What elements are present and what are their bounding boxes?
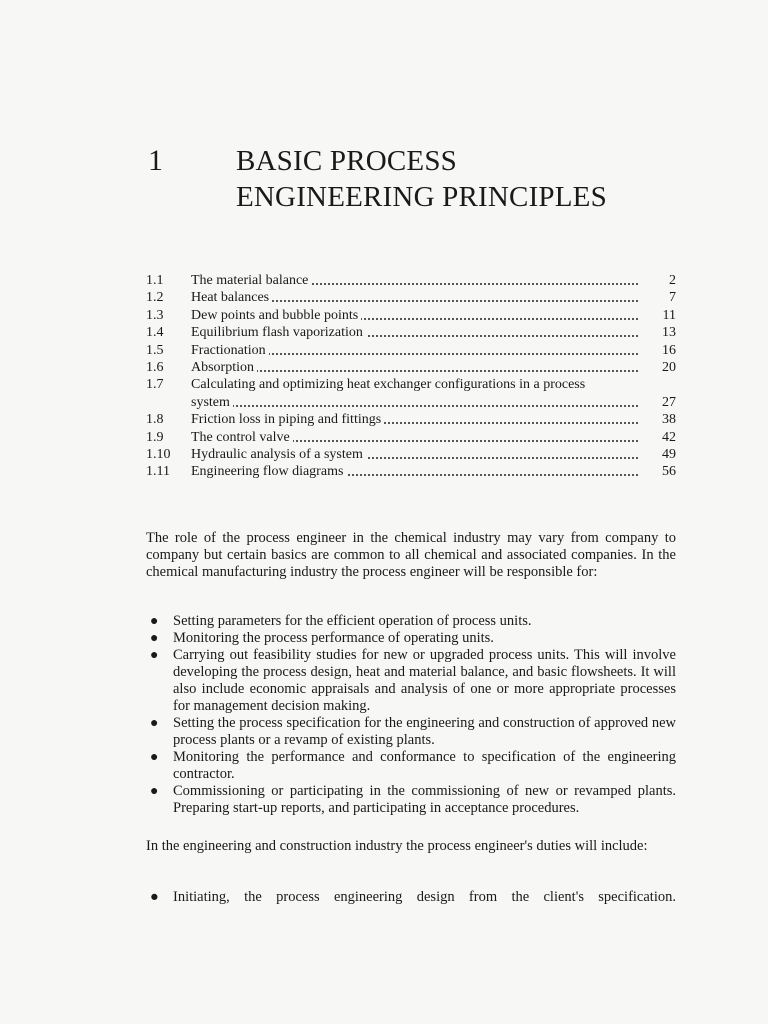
leader-dots (191, 370, 638, 372)
bullet-icon: ● (150, 648, 159, 663)
toc-entry-title: system (191, 395, 233, 410)
table-of-contents (146, 272, 678, 481)
toc-page-number: 38 (662, 412, 676, 428)
toc-section-number: 1.8 (146, 412, 164, 428)
toc-row (146, 463, 678, 480)
toc-entry (191, 429, 638, 446)
toc-entry (191, 359, 638, 376)
list-item-text: Carrying out feasibility studies for new or upgraded process units. This will involve developing the process design, heat and material balance, and basic flowsheets. It will also include economic appraisals and analysis of one or more appropriate processes for management decision making. (173, 647, 676, 714)
toc-entry (191, 463, 638, 480)
toc-row (146, 272, 678, 289)
toc-page-number: 27 (662, 394, 676, 410)
leader-dots (191, 405, 638, 407)
toc-entry (191, 272, 638, 289)
toc-entry-title: Calculating and optimizing heat exchanger configurations in a process (191, 377, 588, 392)
toc-section-number: 1.2 (146, 290, 164, 306)
toc-entry-title: Friction loss in piping and fittings (191, 412, 384, 427)
toc-section-number: 1.5 (146, 342, 164, 358)
toc-entry-title: Equilibrium flash vaporization (191, 325, 366, 340)
toc-entry (191, 446, 638, 463)
intro-paragraph: The role of the process engineer in the chemical industry may vary from company to company but certain basics are common to all chemical and associated companies. In the chemical manufacturing industry the process engineer will be responsible for: (146, 530, 676, 580)
toc-section-number: 1.6 (146, 359, 164, 375)
bullet-icon: ● (150, 716, 159, 731)
list-item (146, 630, 676, 647)
chapter-title (236, 143, 607, 215)
toc-entry-title: Fractionation (191, 343, 269, 358)
list-item (146, 783, 676, 817)
toc-page-number: 49 (662, 446, 676, 462)
toc-section-number: 1.10 (146, 446, 171, 462)
toc-row (146, 324, 678, 341)
toc-entry-title: The material balance (191, 273, 311, 288)
toc-row (146, 394, 678, 411)
toc-row (146, 376, 678, 393)
toc-page-number: 42 (662, 429, 676, 445)
toc-section-number: 1.9 (146, 429, 164, 445)
toc-section-number: 1.1 (146, 273, 164, 288)
list-item-text: Setting the process specification for the engineering and construction of approved new process plants or a revamp of existing plants. (173, 715, 676, 748)
toc-page-number: 11 (662, 307, 676, 323)
toc-row (146, 359, 678, 376)
toc-entry-title: Heat balances (191, 290, 272, 305)
engineering-paragraph: In the engineering and construction industry the process engineer's duties will include: (146, 838, 648, 854)
toc-page-number: 16 (662, 342, 676, 358)
toc-entry-title: Dew points and bubble points (191, 308, 361, 323)
list-item (146, 715, 676, 749)
chapter-title-line-2: ENGINEERING PRINCIPLES (236, 181, 607, 213)
toc-section-number: 1.7 (146, 377, 164, 393)
chapter-number: 1 (148, 144, 163, 177)
toc-entry-title: Hydraulic analysis of a system (191, 447, 366, 462)
toc-entry (191, 324, 638, 341)
list-item-text: Monitoring the process performance of operating units. (173, 630, 494, 646)
list-item-text: Monitoring the performance and conformance to specification of the engineering contractor. (173, 749, 676, 782)
toc-row (146, 429, 678, 446)
list-item-text: Commissioning or participating in the commissioning of new or revamped plants. Preparing start-up reports, and participating in acceptance procedures. (173, 783, 676, 816)
toc-row (146, 342, 678, 359)
toc-row (146, 446, 678, 463)
toc-entry (191, 307, 638, 324)
list-item (146, 613, 676, 630)
toc-page-number: 2 (669, 273, 676, 288)
toc-page-number: 56 (662, 464, 676, 480)
bullet-icon: ● (150, 614, 159, 629)
toc-entry (191, 394, 638, 411)
toc-entry-title: Absorption (191, 360, 257, 375)
responsibilities-list (146, 613, 676, 817)
toc-page-number: 7 (669, 290, 676, 306)
toc-entry-title: The control valve (191, 430, 293, 445)
toc-row (146, 411, 678, 428)
bullet-icon: ● (150, 784, 159, 799)
toc-entry (191, 411, 638, 428)
bullet-icon: ● (150, 750, 159, 765)
toc-row (146, 307, 678, 324)
list-item: Initiating, the process engineering design from the client's specification. (173, 889, 676, 905)
bullet-icon: ● (150, 631, 159, 646)
list-item-text: Setting parameters for the efficient operation of process units. (173, 613, 532, 629)
toc-entry (191, 289, 638, 306)
toc-entry-title: Engineering flow diagrams (191, 464, 346, 479)
list-item (146, 749, 676, 783)
bullet-icon: ● (150, 889, 159, 905)
toc-section-number: 1.3 (146, 307, 164, 323)
chapter-title-line-1: BASIC PROCESS (236, 145, 457, 177)
toc-entry (191, 376, 638, 393)
toc-row (146, 289, 678, 306)
toc-section-number: 1.4 (146, 325, 164, 341)
toc-section-number: 1.11 (146, 464, 170, 480)
toc-page-number: 13 (662, 325, 676, 341)
toc-page-number: 20 (662, 359, 676, 375)
toc-entry (191, 342, 638, 359)
list-item (146, 647, 676, 715)
